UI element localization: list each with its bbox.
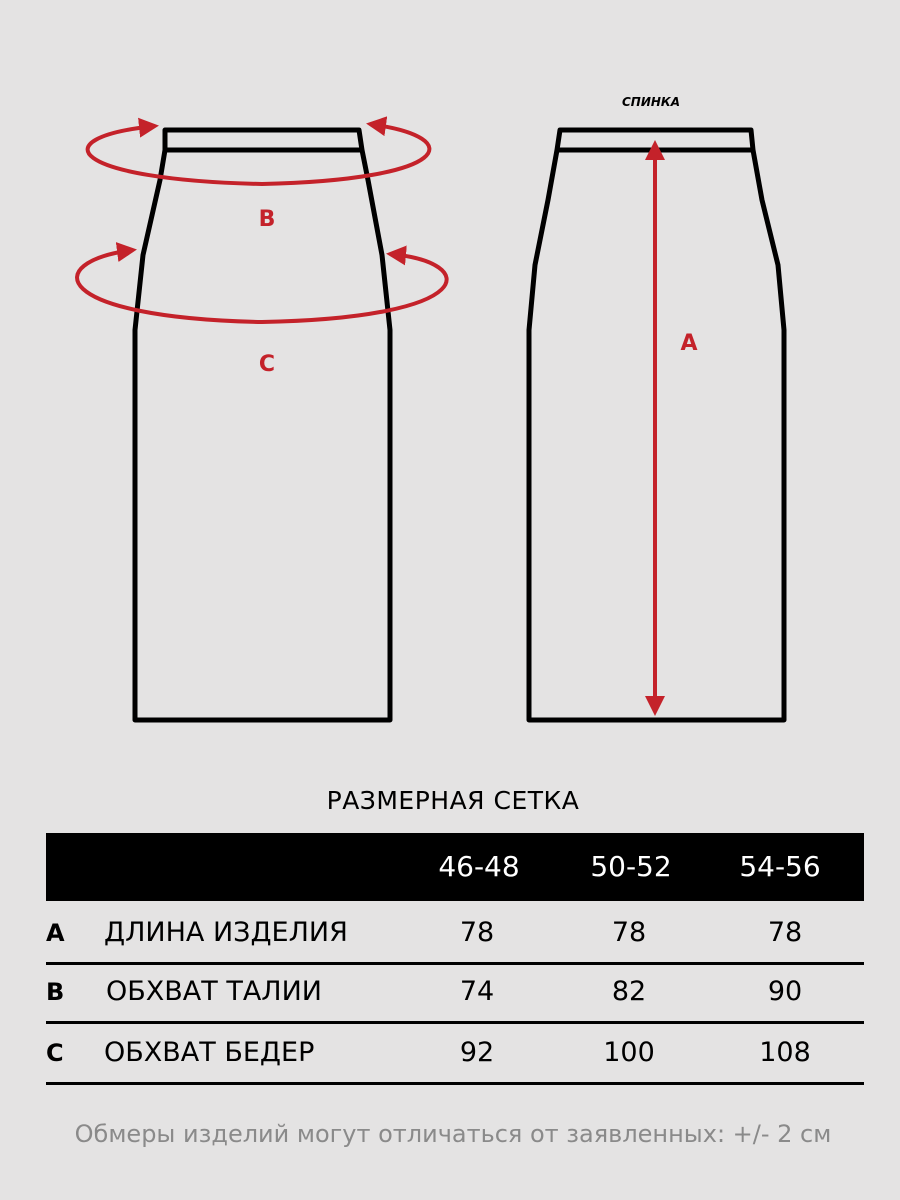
row-value: 100 bbox=[603, 1037, 655, 1068]
row-value: 78 bbox=[767, 917, 803, 948]
back-view-label: СПИНКА bbox=[621, 95, 681, 109]
size-table-title: РАЗМЕРНАЯ СЕТКА bbox=[326, 786, 580, 815]
row-value: 108 bbox=[759, 1037, 811, 1068]
measurement-tolerance-note: Обмеры изделий могут отличаться от заявленных: +/- 2 см bbox=[74, 1120, 832, 1148]
size-header-3: 54-56 bbox=[739, 850, 821, 883]
row-value: 92 bbox=[459, 1037, 495, 1068]
row-letter: B bbox=[46, 978, 65, 1006]
row-param-name: ДЛИНА ИЗДЕЛИЯ bbox=[104, 917, 348, 948]
hip-measure-ring bbox=[77, 250, 447, 322]
size-table-header bbox=[46, 833, 864, 901]
measure-letter-c: C bbox=[258, 352, 276, 377]
row-param-name: ОБХВАТ БЕДЕР bbox=[104, 1037, 315, 1068]
size-header-1: 46-48 bbox=[438, 850, 520, 883]
table-row-length bbox=[46, 904, 864, 962]
measure-letter-b: B bbox=[258, 207, 276, 232]
size-header-2: 50-52 bbox=[590, 850, 672, 883]
row-divider bbox=[46, 1082, 864, 1085]
row-letter: A bbox=[46, 919, 65, 947]
row-value: 90 bbox=[767, 976, 803, 1007]
row-value: 82 bbox=[611, 976, 647, 1007]
table-row-waist bbox=[46, 963, 864, 1021]
row-param-name: ОБХВАТ ТАЛИИ bbox=[106, 976, 322, 1007]
row-letter: C bbox=[46, 1039, 64, 1067]
measure-letter-a: A bbox=[680, 331, 698, 356]
row-value: 74 bbox=[459, 976, 495, 1007]
table-row-hips bbox=[46, 1024, 864, 1082]
row-value: 78 bbox=[611, 917, 647, 948]
waist-measure-ring bbox=[88, 124, 430, 184]
row-value: 78 bbox=[459, 917, 495, 948]
